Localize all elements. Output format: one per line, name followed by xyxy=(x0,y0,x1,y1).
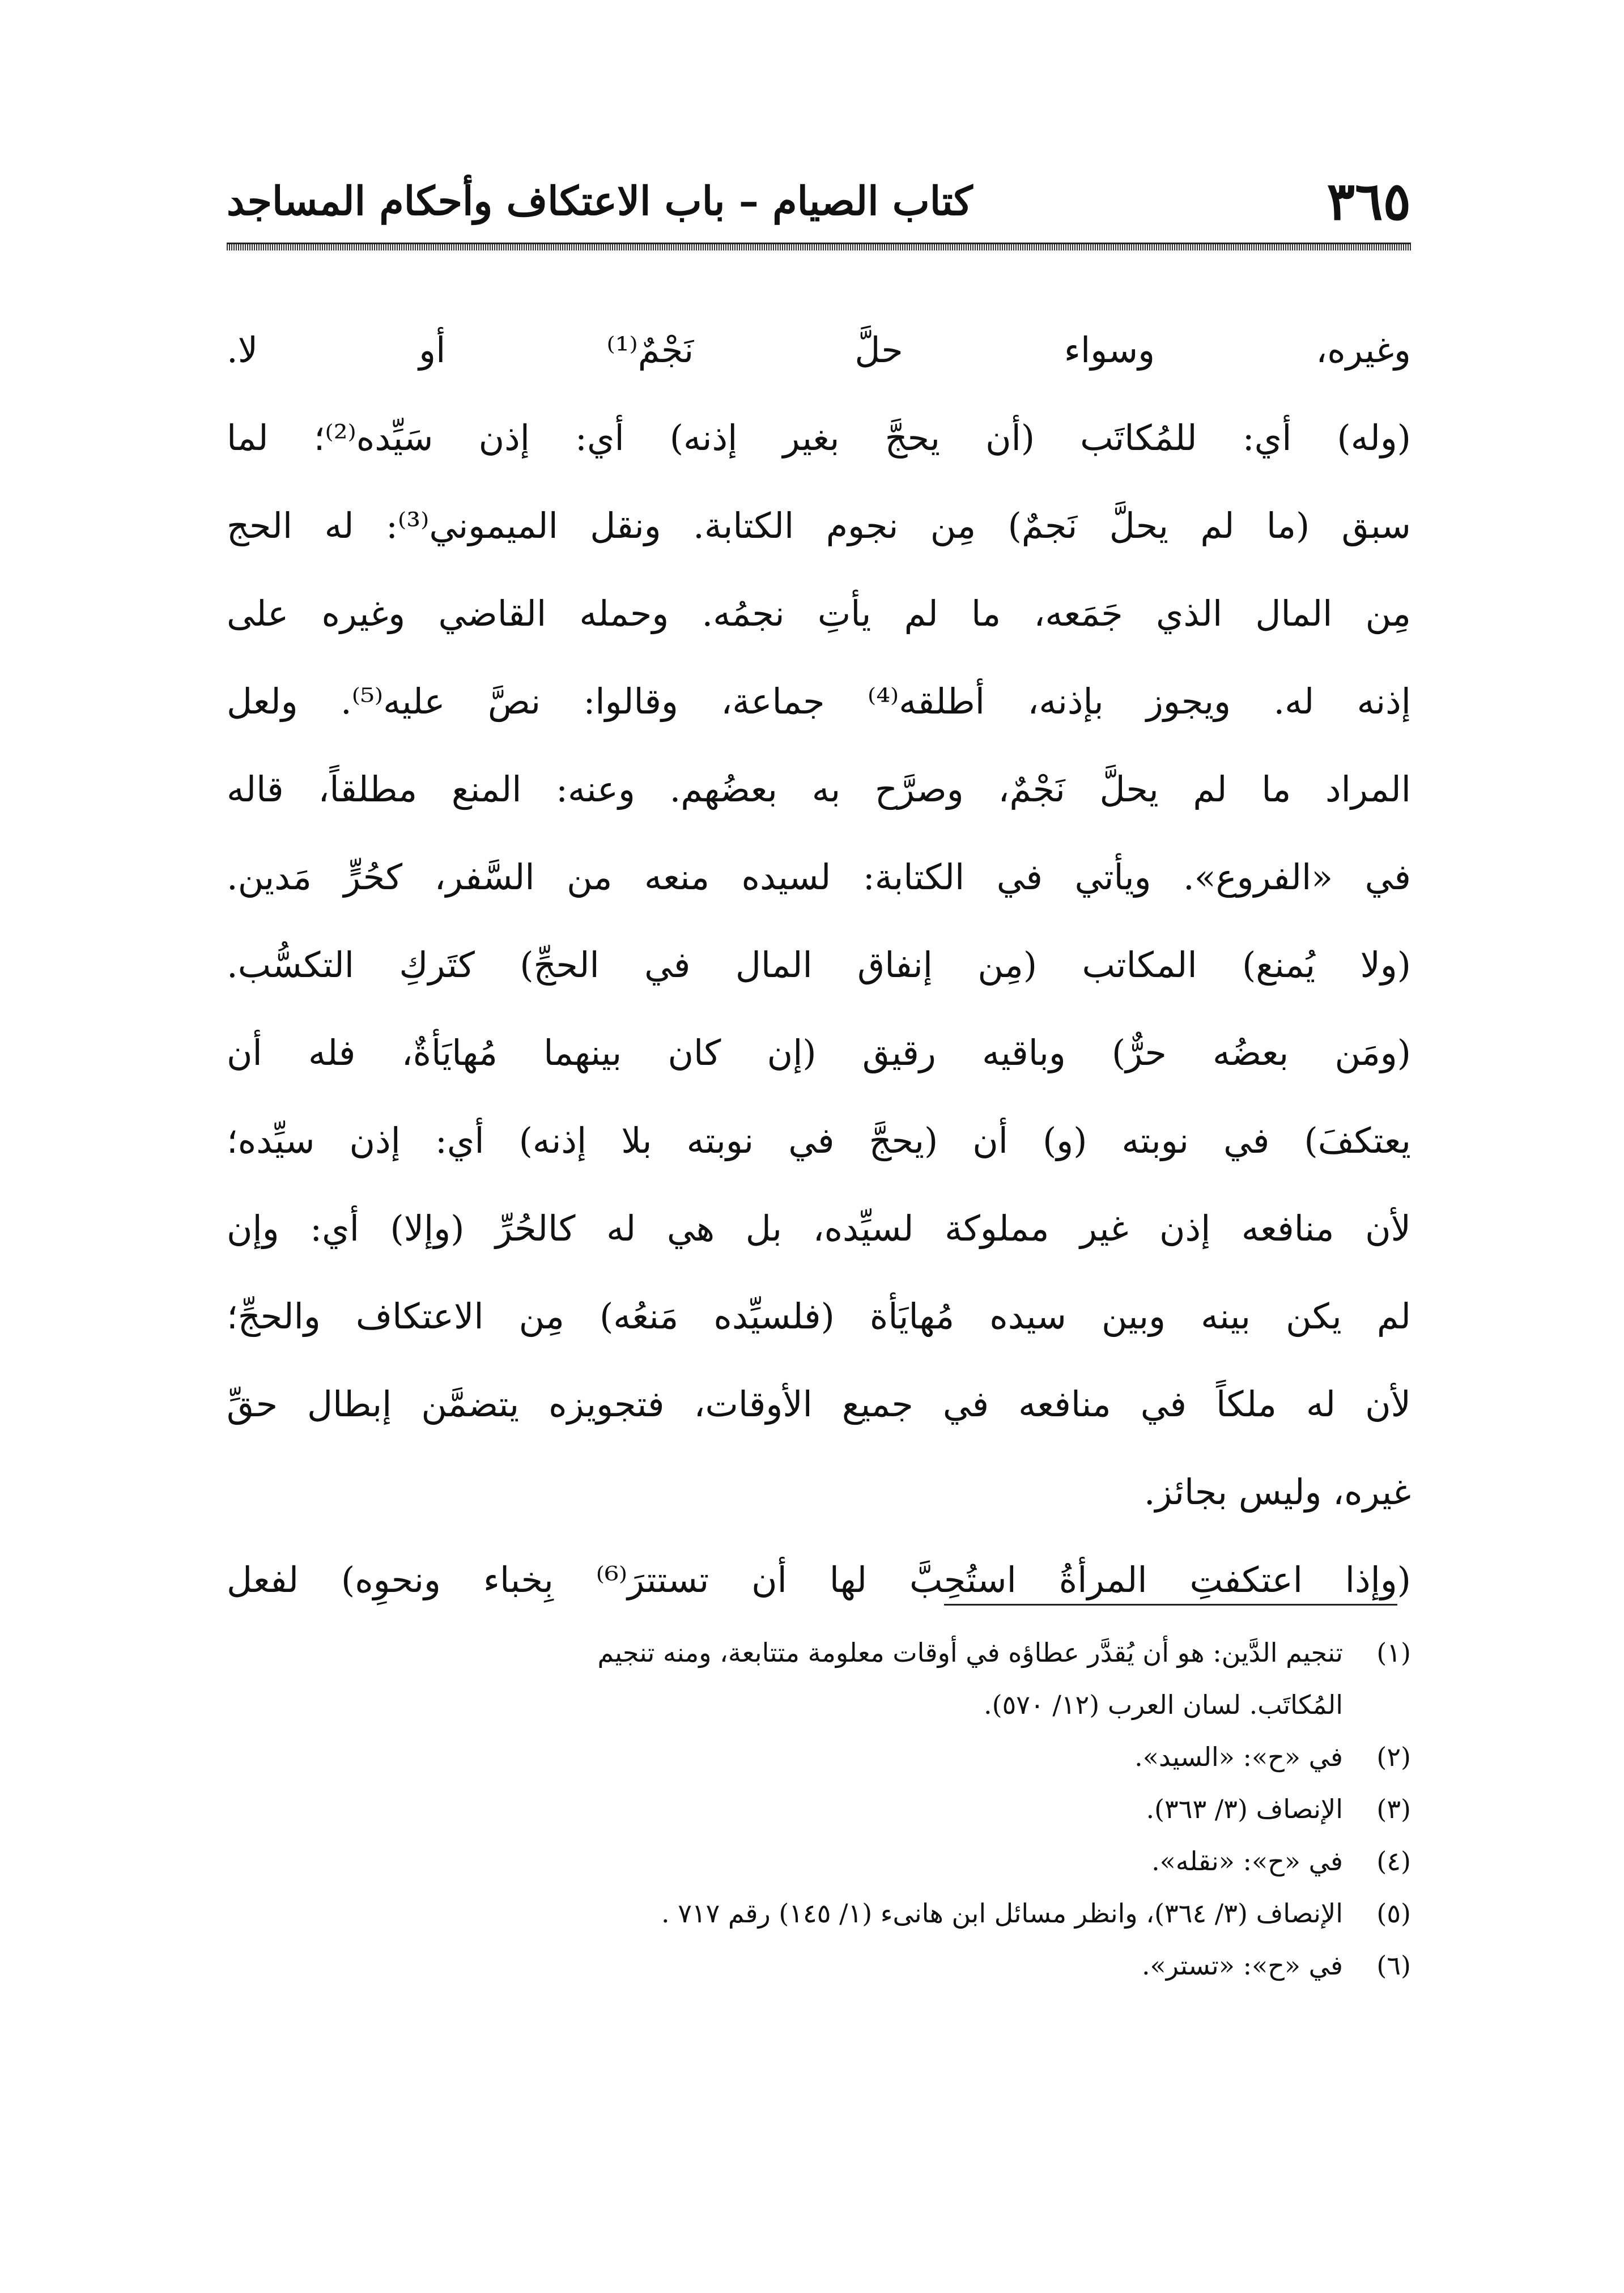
text-line: إذنه له. ويجوز بإذنه، أطلقه⁽⁴⁾ جماعة، وقالوا: نصَّ عليه⁽⁵⁾. ولعل xyxy=(227,681,1411,722)
text-line: (ومَن بعضُه حرٌّ) وباقيه رقيق (إن كان بينهما مُهايَأةٌ، فله أن xyxy=(227,1032,1411,1073)
footnote-separator xyxy=(944,1604,1397,1606)
text-line: لأن منافعه إذن غير مملوكة لسيِّده، بل هي له كالحُرِّ (وإلا) أي: وإن xyxy=(227,1208,1411,1249)
footnote xyxy=(227,1731,1411,1783)
text-line: مِن المال الذي جَمَعه، ما لم يأتِ نجمُه. وحمله القاضي وغيره على xyxy=(227,593,1411,634)
page-header xyxy=(227,170,1411,232)
footnote-continuation xyxy=(227,1679,1411,1731)
footnote-number: (٢) xyxy=(1376,1742,1411,1772)
footnote xyxy=(227,1887,1411,1939)
footnotes xyxy=(227,1627,1411,1991)
running-title: كتاب الصيام – باب الاعتكاف وأحكام المساجد xyxy=(227,177,973,224)
footnote-text: في «ح»: «السيد». xyxy=(1134,1742,1343,1772)
footnote-number: (٣) xyxy=(1376,1794,1411,1824)
text-line: يعتكفَ) في نوبته (و) أن (يحجَّ في نوبته بلا إذنه) أي: إذن سيِّده؛ xyxy=(227,1120,1411,1161)
text-line: المراد ما لم يحلَّ نَجْمٌ، وصرَّح به بعضُهم. وعنه: المنع مطلقاً، قاله xyxy=(227,768,1411,810)
footnote-text: في «ح»: «نقله». xyxy=(1151,1846,1343,1876)
footnote xyxy=(227,1939,1411,1991)
text-line: لأن له ملكاً في منافعه في جميع الأوقات، فتجويزه يتضمَّن إبطال حقِّ xyxy=(227,1383,1411,1425)
text-line: غيره، وليس بجائز. xyxy=(1143,1471,1411,1513)
footnote-number: (٦) xyxy=(1376,1950,1411,1981)
text-line: (وله) أي: للمُكاتَب (أن يحجَّ بغير إذنه) أي: إذن سَيِّده⁽²⁾؛ لما xyxy=(227,417,1411,458)
footnote-number: (٥) xyxy=(1376,1898,1411,1929)
footnote-number: (٤) xyxy=(1376,1846,1411,1876)
page-number: ٣٦٥ xyxy=(1327,171,1411,232)
footnote-text: تنجيم الدَّين: هو أن يُقدَّر عطاؤه في أوقات معلومة متتابعة، ومنه تنجيم xyxy=(597,1637,1343,1668)
footnote xyxy=(227,1627,1411,1679)
text-line: (ولا يُمنع) المكاتب (مِن إنفاق المال في الحجِّ) كتَركِ التكسُّب. xyxy=(227,944,1411,986)
footnote-text: الإنصاف (٣/ ٣٦٣). xyxy=(1146,1794,1343,1824)
text-line: سبق (ما لم يحلَّ نَجمٌ) مِن نجوم الكتابة. ونقل الميموني⁽³⁾: له الحج xyxy=(227,505,1411,546)
text-line: (وإذا اعتكفتِ المرأةُ استُحِبَّ لها أن تستترَ⁽⁶⁾ بِخباء ونحوِه) لفعل xyxy=(227,1559,1411,1600)
footnote-text: في «ح»: «تستر». xyxy=(1141,1950,1343,1981)
footnote xyxy=(227,1835,1411,1887)
header-rule xyxy=(227,243,1411,250)
footnote-number: (١) xyxy=(1376,1637,1411,1668)
footnote xyxy=(227,1783,1411,1835)
footnote-text: الإنصاف (٣/ ٣٦٤)، وانظر مسائل ابن هانىء (١/ ١٤٥) رقم ٧١٧ . xyxy=(661,1898,1343,1929)
text-line: في «الفروع». ويأتي في الكتابة: لسيده منعه من السَّفر، كحُرٍّ مَدين. xyxy=(227,856,1411,898)
main-text xyxy=(227,306,1411,1624)
text-line: لم يكن بينه وبين سيده مُهايَأة (فلسيِّده مَنعُه) مِن الاعتكاف والحجِّ؛ xyxy=(227,1296,1411,1337)
text-line: وغيره، وسواء حلَّ نَجْمٌ⁽¹⁾ أو لا. xyxy=(227,329,1411,371)
footnote-text: المُكاتَب. لسان العرب (١٢/ ٥٧٠). xyxy=(984,1689,1343,1720)
